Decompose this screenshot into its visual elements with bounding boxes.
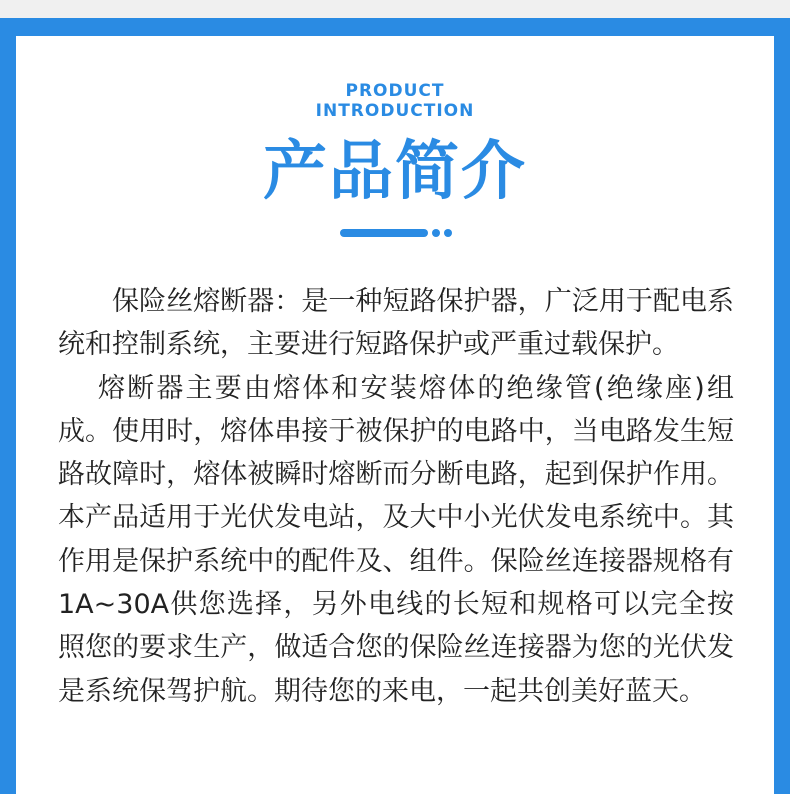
frame-border-top bbox=[0, 18, 790, 36]
divider-dot bbox=[444, 229, 452, 237]
content-panel bbox=[16, 36, 774, 794]
frame-border-right bbox=[774, 18, 790, 794]
body-text bbox=[58, 280, 734, 713]
title-divider bbox=[340, 228, 460, 238]
divider-dot bbox=[432, 229, 440, 237]
page-title: 产品简介 bbox=[263, 135, 527, 209]
eyebrow-introduction: INTRODUCTION bbox=[315, 101, 475, 121]
top-band bbox=[0, 0, 790, 18]
eyebrow-product: PRODUCT bbox=[345, 81, 445, 101]
frame-border-left bbox=[0, 18, 16, 794]
paragraph-description: 熔断器主要由熔体和安装熔体的绝缘管(绝缘座)组成。使用时，熔体串接于被保护的电路中，当电路发生短路故障时，熔体被瞬时熔断而分断电路，起到保护作用。本产品适用于光伏发电站，及大中小光伏发电系统中。其作用是保护系统中的配件及、组件。保险丝连接器规格有1A~30A供您选择，另外电线的长短和规格可以完全按照您的要求生产，做适合您的保险丝连接器为您的光伏发是系统保驾护航。期待您的来电，一起共创美好蓝天。 bbox=[58, 372, 734, 707]
divider-bar bbox=[340, 229, 428, 237]
paragraph-definition: 保险丝熔断器：是一种短路保护器，广泛用于配电系统和控制系统，主要进行短路保护或严重过载保护。 bbox=[58, 286, 734, 361]
